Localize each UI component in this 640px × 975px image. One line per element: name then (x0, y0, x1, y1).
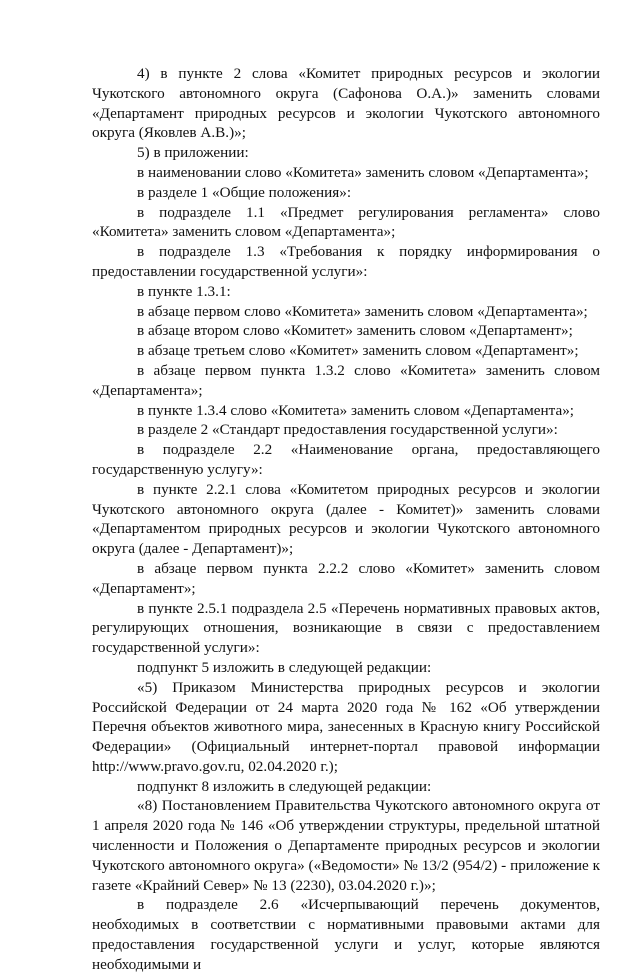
paragraph-item-4: 4) в пункте 2 слова «Комитет природных ресурсов и экологии Чукотского автономного округа (Сафонова О.А.)» заменить словами «Департамент природных ресурсов и экологии Чукотского автономного округа (Яковлев А.В.)»; (92, 65, 600, 142)
paragraph-appendix-name: в наименовании слово «Комитета» заменить словом «Департамента»; (137, 163, 589, 181)
paragraph-point-1-3-2: в абзаце первом пункта 1.3.2 слово «Комитета» заменить словом «Департамента»; (92, 361, 600, 399)
paragraph-point-2-2-2: в абзаце первом пункта 2.2.2 слово «Комитет» заменить словом «Департамент»; (92, 559, 600, 597)
paragraph-section-1: в разделе 1 «Общие положения»: (137, 183, 352, 201)
paragraph-point-2-5-1: в пункте 2.5.1 подраздела 2.5 «Перечень нормативных правовых актов, регулирующих отношения, возникающие в связи с предоставлением государственной услуги»: (92, 599, 600, 657)
paragraph-subpoint-5-text: «5) Приказом Министерства природных ресурсов и экологии Российской Федерации от 24 марта 2020 года № 162 «Об утверждении Перечня объектов животного мира, занесенных в Красную книгу Российской Федерации» (Официальный интернет-портал правовой информации http://www.pravo.gov.ru, 02.04.2020 г.); (92, 678, 600, 775)
document-body (92, 64, 600, 975)
paragraph-subpoint-8-text: «8) Постановлением Правительства Чукотского автономного округа от 1 апреля 2020 года № 146 «Об утверждении структуры, предельной штатной численности и Положения о Департаменте природных ресурсов и экологии Чукотского автономного округа» («Ведомости» № 13/2 (954/2) - приложение к газете «Крайний Север» № 13 (2230), 03.04.2020 г.)»; (92, 797, 600, 894)
paragraph-point-2-2-1: в пункте 2.2.1 слова «Комитетом природных ресурсов и экологии Чукотского автономного округа (далее - Комитет)» заменить словами «Департаментом природных ресурсов и экологии Чукотского автономного округа (далее - Департамент)»; (92, 480, 600, 558)
paragraph-subsection-2-2: в подразделе 2.2 «Наименование органа, предоставляющего государственную услугу»: (92, 441, 600, 478)
paragraph-subsection-2-6: в подразделе 2.6 «Исчерпывающий перечень документов, необходимых в соответствии с нормативными правовыми актами для предоставления государственной услуги и услуг, которые являются необходимыми и (92, 896, 600, 973)
paragraph-subsection-1-1: в подразделе 1.1 «Предмет регулирования регламента» слово «Комитета» заменить словом «Департамента»; (92, 203, 600, 241)
paragraph-subsection-1-3: в подразделе 1.3 «Требования к порядку информирования о предоставлении государственной услуги»: (92, 243, 600, 280)
paragraph-second-abzac: в абзаце втором слово «Комитет» заменить словом «Департамент»; (137, 322, 573, 340)
paragraph-subpoint-8-intro: подпункт 8 изложить в следующей редакции: (137, 777, 432, 795)
paragraph-third-abzac: в абзаце третьем слово «Комитет» заменить словом «Департамент»; (137, 342, 579, 360)
paragraph-subpoint-5-intro: подпункт 5 изложить в следующей редакции: (137, 658, 432, 676)
paragraph-item-5: 5) в приложении: (137, 144, 249, 162)
paragraph-point-1-3-1: в пункте 1.3.1: (137, 282, 231, 300)
paragraph-section-2: в разделе 2 «Стандарт предоставления государственной услуги»: (137, 421, 558, 439)
paragraph-first-abzac: в абзаце первом слово «Комитета» заменить словом «Департамента»; (137, 302, 588, 320)
paragraph-point-1-3-4: в пункте 1.3.4 слово «Комитета» заменить словом «Департамента»; (137, 401, 575, 419)
